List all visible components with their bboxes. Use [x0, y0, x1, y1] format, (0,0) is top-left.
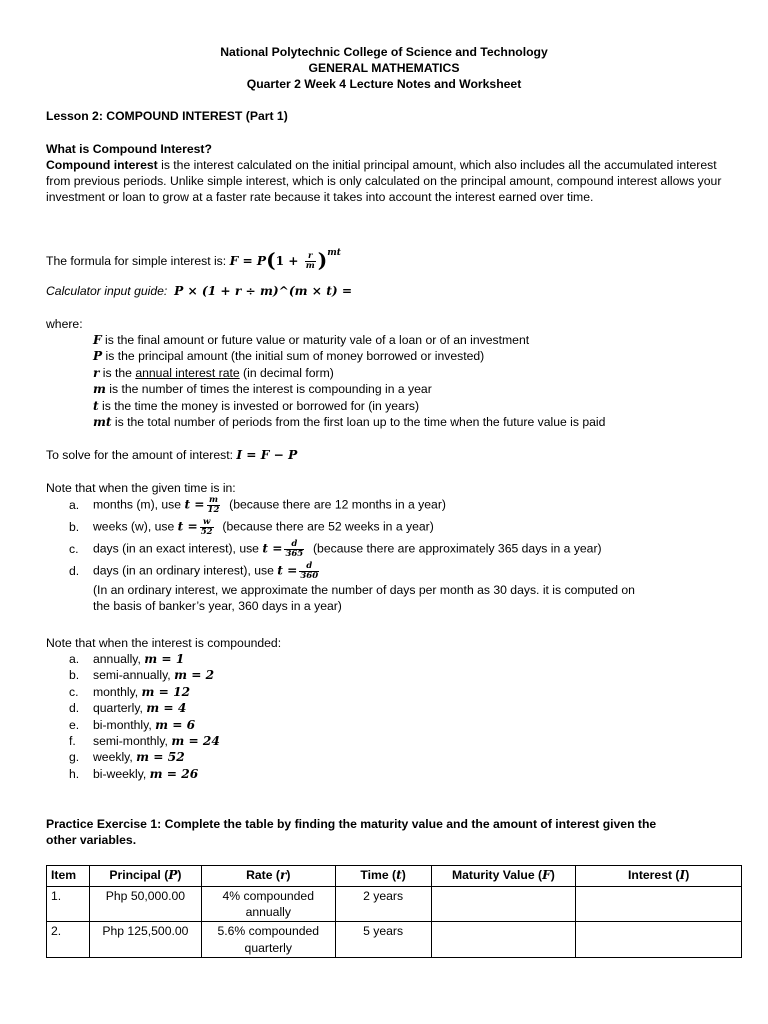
time-note-list	[69, 496, 635, 615]
document-subtitle: Quarter 2 Week 4 Lecture Notes and Worksheet	[246, 77, 522, 91]
cell-item: 1.	[47, 887, 90, 922]
compound-note-item: b. semi-annually, m = 2	[69, 668, 215, 683]
compound-note-item: d. quarterly, m = 4	[69, 701, 187, 716]
definition-body: is the interest calculated on the initial principal amount, which also includes all the accumulated interest from previous periods. Unlike simple interest, which is only calculated on the principal amount, compound interest allows your investment or loan to grow at a faster rate because it takes into account the interest earned over time.	[46, 158, 722, 205]
cell-interest-answer[interactable]	[576, 922, 742, 957]
formula-fraction: $\frac{r}{m}$	[305, 251, 315, 272]
exercise-table	[46, 865, 742, 958]
cell-maturity-answer[interactable]	[431, 887, 576, 922]
section-heading: What is Compound Interest?	[46, 142, 212, 156]
column-header-time: Time (t)	[335, 866, 431, 887]
time-note-item: c. days (in an exact interest), use t = $\frac{d}{365}$ (because there are approximately 365 days in a year)	[69, 539, 602, 559]
ordinary-note-line: the basis of banker’s year, 360 days in a year)	[93, 599, 342, 614]
variable-item: t is the time the money is invested or borrowed for (in years)	[93, 398, 420, 413]
ordinary-note-line: (In an ordinary interest, we approximate the number of days per month as 30 days. it is computed on	[93, 583, 635, 597]
column-header-interest: Interest (I)	[576, 866, 742, 887]
definition-term: Compound interest	[46, 158, 158, 172]
compound-note-heading: Note that when the interest is compounded:	[46, 636, 282, 650]
definition-paragraph	[46, 157, 726, 206]
column-header-rate: Rate (r)	[201, 866, 335, 887]
variable-definitions	[93, 332, 605, 430]
cell-time: 5 years	[335, 922, 431, 957]
variable-item: P is the principal amount (the initial sum of money borrowed or invested)	[93, 349, 485, 364]
document-header	[0, 44, 768, 92]
time-note-heading: Note that when the given time is in:	[46, 481, 236, 495]
time-note-item: b. weeks (w), use t = $\frac{w}{52}$ (because there are 52 weeks in a year)	[69, 517, 434, 537]
variable-item: r is the annual interest rate (in decimal form)	[93, 365, 334, 380]
table-header-row	[47, 866, 742, 887]
cell-time: 2 years	[335, 887, 431, 922]
column-header-maturity: Maturity Value (F)	[431, 866, 576, 887]
cell-rate: 4% compounded annually	[201, 887, 335, 922]
compound-note-item: h. bi-weekly, m = 26	[69, 766, 199, 781]
interest-formula: To solve for the amount of interest: I = F − P	[46, 448, 298, 462]
compound-note-item: f. semi-monthly, m = 24	[69, 734, 220, 749]
where-label: where:	[46, 317, 83, 331]
calculator-label: Calculator input guide:	[46, 284, 168, 298]
variable-item: mt is the total number of periods from the first loan up to the time when the future value is paid	[93, 415, 606, 430]
subject-name: GENERAL MATHEMATICS	[308, 61, 460, 75]
time-note-item: d. days (in an ordinary interest), use t = $\frac{d}{360}$	[69, 561, 319, 581]
compound-note-item: c. monthly, m = 12	[69, 684, 191, 699]
cell-principal: Php 125,500.00	[89, 922, 201, 957]
column-header-item: Item	[47, 866, 90, 887]
cell-principal: Php 50,000.00	[89, 887, 201, 922]
compound-formula: The formula for simple interest is: F = P(1 + $\frac{r}{m}$ )$^{mt}$	[46, 248, 341, 272]
variable-item: m is the number of times the interest is compounding in a year	[93, 382, 432, 397]
cell-item: 2.	[47, 922, 90, 957]
school-name: National Polytechnic College of Science and Technology	[220, 45, 548, 59]
calculator-guide	[46, 283, 352, 299]
time-note-item: a. months (m), use t = $\frac{m}{12}$ (because there are 12 months in a year)	[69, 495, 446, 515]
calculator-expression: P × (1 + r ÷ m)^(m × t) =	[174, 284, 353, 298]
exercise-title: Practice Exercise 1: Complete the table by finding the maturity value and the amount of interest given the other variables.	[46, 817, 657, 848]
column-header-principal: Principal (P)	[89, 866, 201, 887]
table-row	[47, 887, 742, 922]
compound-note-item: e. bi-monthly, m = 6	[69, 717, 196, 732]
variable-item: F is the final amount or future value or maturity vale of a loan or of an investment	[93, 333, 530, 347]
cell-maturity-answer[interactable]	[431, 922, 576, 957]
lesson-title: Lesson 2: COMPOUND INTEREST (Part 1)	[46, 109, 288, 123]
table-row	[47, 922, 742, 957]
compound-note-list	[69, 651, 220, 782]
compound-note-item: g. weekly, m = 52	[69, 750, 185, 765]
formula-label: The formula for simple interest is:	[46, 254, 230, 268]
compound-note-item: a. annually, m = 1	[69, 652, 185, 666]
interest-expression: I = F − P	[236, 448, 298, 462]
cell-interest-answer[interactable]	[576, 887, 742, 922]
cell-rate: 5.6% compounded quarterly	[201, 922, 335, 957]
